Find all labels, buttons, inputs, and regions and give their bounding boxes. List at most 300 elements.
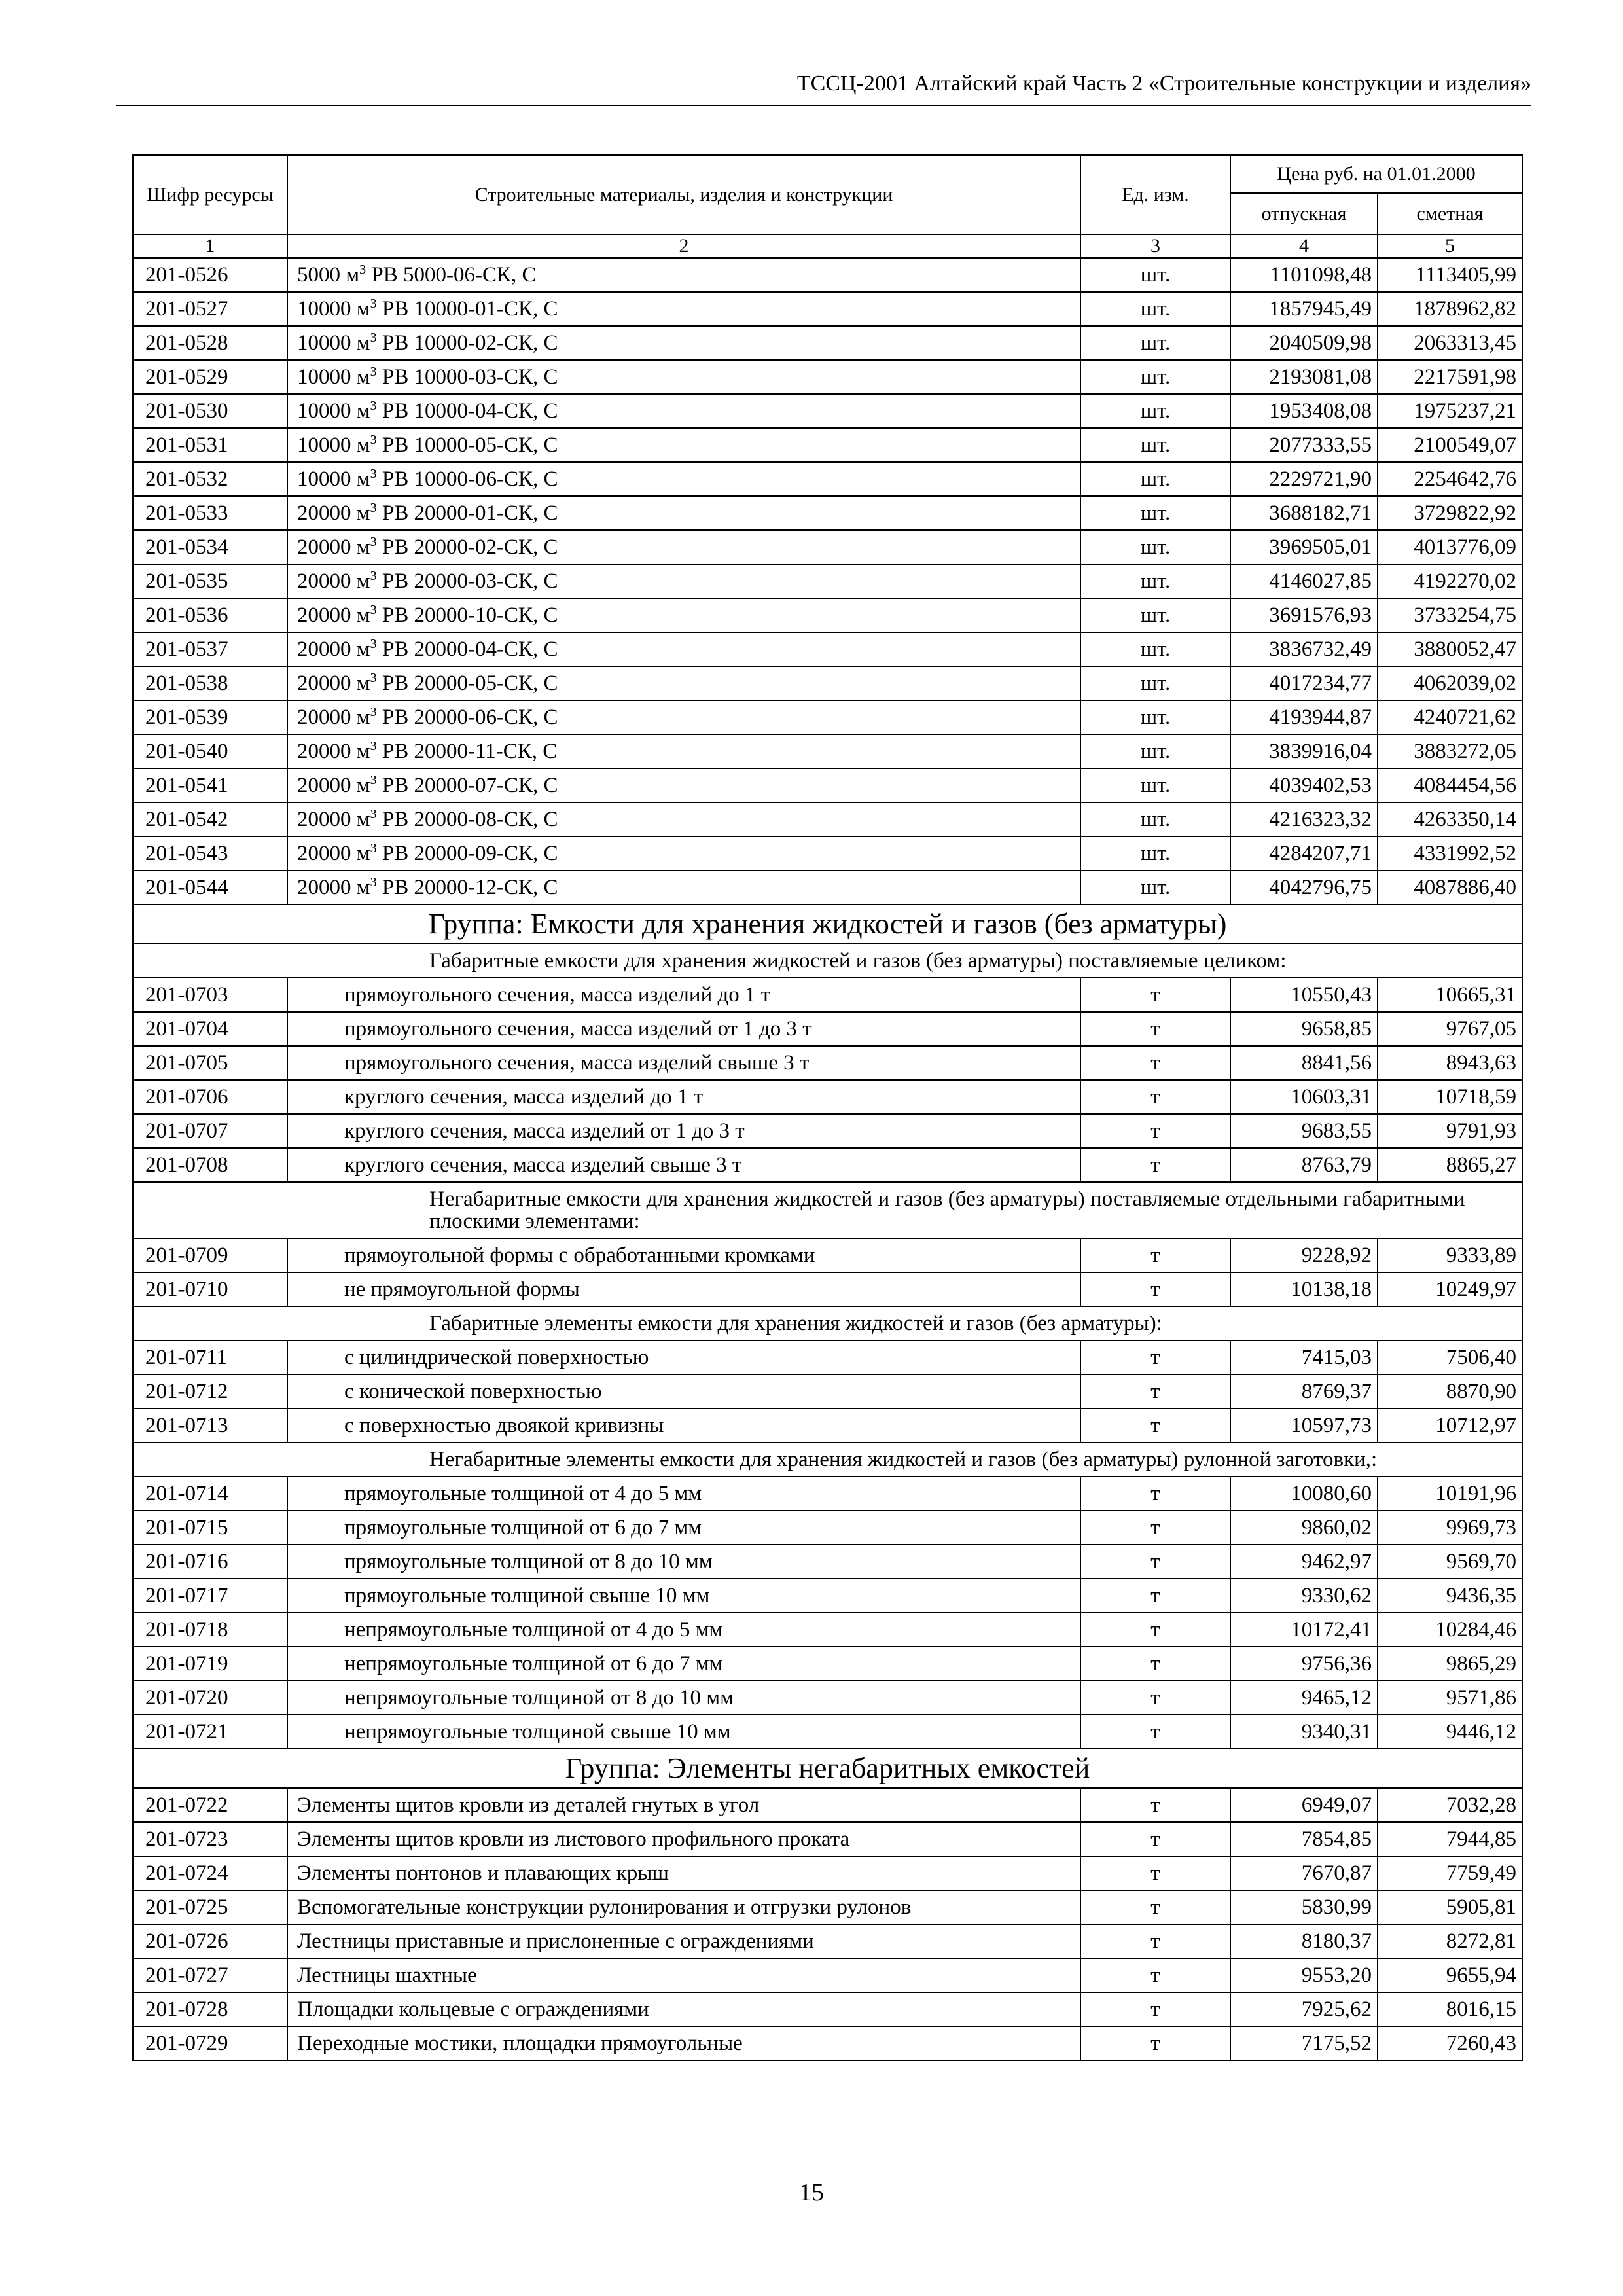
- cell-unit: т: [1080, 1477, 1230, 1511]
- cell-unit: шт.: [1080, 870, 1230, 905]
- table-row: [133, 1856, 1522, 1890]
- cell-code: 201-0722: [133, 1788, 287, 1822]
- cell-name: 20000 $м^3$ РВ 20000-08-СК, С: [287, 802, 1080, 836]
- cell-code: 201-0536: [133, 598, 287, 632]
- cell-name: Элементы щитов кровли из деталей гнутых в угол: [287, 1788, 1080, 1822]
- cell-estimate-price: 7032,28: [1378, 1788, 1522, 1822]
- cell-estimate-price: 9571,86: [1378, 1681, 1522, 1715]
- cell-wholesale-price: 2229721,90: [1230, 462, 1378, 496]
- table-row: [133, 1647, 1522, 1681]
- cell-name: круглого сечения, масса изделий свыше 3 т: [287, 1148, 1080, 1182]
- cell-unit: шт.: [1080, 768, 1230, 802]
- cell-code: 201-0531: [133, 428, 287, 462]
- table-row: [133, 768, 1522, 802]
- cell-name: 10000 $м^3$ РВ 10000-02-СК, С: [287, 326, 1080, 360]
- cell-name: с конической поверхностью: [287, 1374, 1080, 1408]
- cell-wholesale-price: 10080,60: [1230, 1477, 1378, 1511]
- cell-wholesale-price: 9462,97: [1230, 1545, 1378, 1579]
- cell-code: 201-0727: [133, 1958, 287, 1992]
- cell-code: 201-0706: [133, 1080, 287, 1114]
- cell-code: 201-0529: [133, 360, 287, 394]
- cell-wholesale-price: 7670,87: [1230, 1856, 1378, 1890]
- cell-estimate-price: 7260,43: [1378, 2026, 1522, 2060]
- cell-code: 201-0723: [133, 1822, 287, 1856]
- table-row: [133, 258, 1522, 292]
- cell-code: 201-0533: [133, 496, 287, 530]
- table-row: [133, 428, 1522, 462]
- cell-estimate-price: 7506,40: [1378, 1340, 1522, 1374]
- cell-wholesale-price: 4193944,87: [1230, 700, 1378, 734]
- cell-wholesale-price: 1101098,48: [1230, 258, 1378, 292]
- cell-name: прямоугольные толщиной от 6 до 7 мм: [287, 1511, 1080, 1545]
- cell-name: прямоугольного сечения, масса изделий от 1 до 3 т: [287, 1012, 1080, 1046]
- cell-code: 201-0716: [133, 1545, 287, 1579]
- cell-unit: т: [1080, 1046, 1230, 1080]
- cell-name: 20000 $м^3$ РВ 20000-01-СК, С: [287, 496, 1080, 530]
- cell-code: 201-0719: [133, 1647, 287, 1681]
- cell-unit: шт.: [1080, 632, 1230, 666]
- cell-wholesale-price: 3836732,49: [1230, 632, 1378, 666]
- column-number: 3: [1080, 234, 1230, 258]
- cell-name: прямоугольной формы с обработанными кромками: [287, 1238, 1080, 1272]
- cell-name: Переходные мостики, площадки прямоугольные: [287, 2026, 1080, 2060]
- cell-unit: т: [1080, 1148, 1230, 1182]
- cell-unit: т: [1080, 1272, 1230, 1306]
- cell-wholesale-price: 10172,41: [1230, 1613, 1378, 1647]
- table-row: [133, 1012, 1522, 1046]
- cell-estimate-price: 8865,27: [1378, 1148, 1522, 1182]
- cell-wholesale-price: 1857945,49: [1230, 292, 1378, 326]
- cell-wholesale-price: 9340,31: [1230, 1715, 1378, 1749]
- cell-name: непрямоугольные толщиной от 6 до 7 мм: [287, 1647, 1080, 1681]
- cell-wholesale-price: 10138,18: [1230, 1272, 1378, 1306]
- cell-unit: шт.: [1080, 836, 1230, 870]
- subheading: Габаритные элементы емкости для хранения жидкостей и газов (без арматуры):: [133, 1306, 1522, 1340]
- cell-wholesale-price: 7854,85: [1230, 1822, 1378, 1856]
- cell-wholesale-price: 7175,52: [1230, 2026, 1378, 2060]
- column-number-row: [133, 234, 1522, 258]
- cell-name: 20000 $м^3$ РВ 20000-09-СК, С: [287, 836, 1080, 870]
- table-row: [133, 1545, 1522, 1579]
- cell-unit: т: [1080, 1958, 1230, 1992]
- cell-name: непрямоугольные толщиной от 4 до 5 мм: [287, 1613, 1080, 1647]
- cell-unit: т: [1080, 1511, 1230, 1545]
- table-row: [133, 1715, 1522, 1749]
- cell-name: 20000 $м^3$ РВ 20000-02-СК, С: [287, 530, 1080, 564]
- cell-unit: т: [1080, 1579, 1230, 1613]
- cell-wholesale-price: 4017234,77: [1230, 666, 1378, 700]
- cell-code: 201-0713: [133, 1408, 287, 1443]
- cell-wholesale-price: 9756,36: [1230, 1647, 1378, 1681]
- cell-unit: т: [1080, 1715, 1230, 1749]
- cell-unit: шт.: [1080, 564, 1230, 598]
- price-table: [132, 154, 1523, 2061]
- cell-wholesale-price: 9465,12: [1230, 1681, 1378, 1715]
- cell-wholesale-price: 7925,62: [1230, 1992, 1378, 2026]
- cell-wholesale-price: 8763,79: [1230, 1148, 1378, 1182]
- cell-code: 201-0537: [133, 632, 287, 666]
- cell-unit: т: [1080, 1822, 1230, 1856]
- table-row: [133, 1681, 1522, 1715]
- cell-estimate-price: 10665,31: [1378, 978, 1522, 1012]
- cell-estimate-price: 10712,97: [1378, 1408, 1522, 1443]
- cell-unit: т: [1080, 1856, 1230, 1890]
- cell-code: 201-0538: [133, 666, 287, 700]
- table-row: [133, 978, 1522, 1012]
- cell-unit: т: [1080, 1647, 1230, 1681]
- cell-name: непрямоугольные толщиной от 8 до 10 мм: [287, 1681, 1080, 1715]
- table-row: [133, 326, 1522, 360]
- cell-name: прямоугольного сечения, масса изделий свыше 3 т: [287, 1046, 1080, 1080]
- cell-name: 10000 $м^3$ РВ 10000-06-СК, С: [287, 462, 1080, 496]
- header-code: Шифр ресурсы: [133, 155, 287, 234]
- table-row: [133, 1511, 1522, 1545]
- cell-name: 20000 $м^3$ РВ 20000-10-СК, С: [287, 598, 1080, 632]
- cell-unit: т: [1080, 1340, 1230, 1374]
- subheading: Габаритные емкости для хранения жидкостей и газов (без арматуры) поставляемые целиком:: [133, 944, 1522, 978]
- cell-estimate-price: 8272,81: [1378, 1924, 1522, 1958]
- cell-code: 201-0544: [133, 870, 287, 905]
- cell-code: 201-0711: [133, 1340, 287, 1374]
- cell-estimate-price: 4192270,02: [1378, 564, 1522, 598]
- cell-unit: шт.: [1080, 462, 1230, 496]
- cell-name: 20000 $м^3$ РВ 20000-12-СК, С: [287, 870, 1080, 905]
- cell-code: 201-0540: [133, 734, 287, 768]
- cell-unit: шт.: [1080, 292, 1230, 326]
- cell-name: Лестницы шахтные: [287, 1958, 1080, 1992]
- subheading: Негабаритные емкости для хранения жидкостей и газов (без арматуры) поставляемые отдельными габаритными плоскими элементами:: [133, 1182, 1522, 1238]
- header-name: Строительные материалы, изделия и конструкции: [287, 155, 1080, 234]
- cell-wholesale-price: 10603,31: [1230, 1080, 1378, 1114]
- cell-wholesale-price: 3839916,04: [1230, 734, 1378, 768]
- cell-code: 201-0528: [133, 326, 287, 360]
- cell-code: 201-0714: [133, 1477, 287, 1511]
- cell-unit: т: [1080, 1681, 1230, 1715]
- table-row: [133, 1613, 1522, 1647]
- cell-unit: т: [1080, 1408, 1230, 1443]
- cell-wholesale-price: 8769,37: [1230, 1374, 1378, 1408]
- cell-name: 20000 $м^3$ РВ 20000-03-СК, С: [287, 564, 1080, 598]
- cell-code: 201-0717: [133, 1579, 287, 1613]
- cell-estimate-price: 8016,15: [1378, 1992, 1522, 2026]
- cell-unit: шт.: [1080, 360, 1230, 394]
- cell-name: с поверхностью двоякой кривизны: [287, 1408, 1080, 1443]
- cell-estimate-price: 1878962,82: [1378, 292, 1522, 326]
- cell-wholesale-price: 2040509,98: [1230, 326, 1378, 360]
- table-row: [133, 1579, 1522, 1613]
- cell-estimate-price: 7944,85: [1378, 1822, 1522, 1856]
- cell-wholesale-price: 1953408,08: [1230, 394, 1378, 428]
- table-row: [133, 1148, 1522, 1182]
- cell-unit: шт.: [1080, 530, 1230, 564]
- table-row: [133, 598, 1522, 632]
- cell-code: 201-0543: [133, 836, 287, 870]
- cell-code: 201-0705: [133, 1046, 287, 1080]
- cell-wholesale-price: 9330,62: [1230, 1579, 1378, 1613]
- cell-estimate-price: 10718,59: [1378, 1080, 1522, 1114]
- subheading-row: [133, 944, 1522, 978]
- cell-estimate-price: 9767,05: [1378, 1012, 1522, 1046]
- cell-wholesale-price: 2193081,08: [1230, 360, 1378, 394]
- cell-estimate-price: 8870,90: [1378, 1374, 1522, 1408]
- cell-unit: шт.: [1080, 258, 1230, 292]
- table-row: [133, 1374, 1522, 1408]
- cell-unit: шт.: [1080, 428, 1230, 462]
- cell-name: прямоугольные толщиной от 4 до 5 мм: [287, 1477, 1080, 1511]
- cell-name: Элементы щитов кровли из листового профильного проката: [287, 1822, 1080, 1856]
- cell-estimate-price: 8943,63: [1378, 1046, 1522, 1080]
- group-heading-row: [133, 905, 1522, 944]
- cell-estimate-price: 10191,96: [1378, 1477, 1522, 1511]
- page-number: 15: [799, 2179, 824, 2206]
- cell-name: круглого сечения, масса изделий от 1 до 3 т: [287, 1114, 1080, 1148]
- header-price: Цена руб. на 01.01.2000: [1230, 155, 1522, 193]
- table-row: [133, 496, 1522, 530]
- table-row: [133, 870, 1522, 905]
- table-row: [133, 802, 1522, 836]
- table-row: [133, 462, 1522, 496]
- cell-unit: шт.: [1080, 734, 1230, 768]
- table-row: [133, 564, 1522, 598]
- header-rule: [116, 105, 1531, 106]
- cell-unit: т: [1080, 2026, 1230, 2060]
- cell-code: 201-0715: [133, 1511, 287, 1545]
- cell-wholesale-price: 5830,99: [1230, 1890, 1378, 1924]
- cell-estimate-price: 4087886,40: [1378, 870, 1522, 905]
- table-row: [133, 1238, 1522, 1272]
- cell-wholesale-price: 9683,55: [1230, 1114, 1378, 1148]
- cell-code: 201-0527: [133, 292, 287, 326]
- cell-estimate-price: 3880052,47: [1378, 632, 1522, 666]
- cell-unit: т: [1080, 1114, 1230, 1148]
- cell-code: 201-0708: [133, 1148, 287, 1182]
- cell-name: 20000 $м^3$ РВ 20000-04-СК, С: [287, 632, 1080, 666]
- column-number: 5: [1378, 234, 1522, 258]
- cell-name: прямоугольные толщиной свыше 10 мм: [287, 1579, 1080, 1613]
- cell-wholesale-price: 8841,56: [1230, 1046, 1378, 1080]
- cell-wholesale-price: 3969505,01: [1230, 530, 1378, 564]
- subheading-row: [133, 1182, 1522, 1238]
- group-heading: Группа: Элементы негабаритных емкостей: [133, 1749, 1522, 1788]
- cell-name: Площадки кольцевые с ограждениями: [287, 1992, 1080, 2026]
- cell-unit: шт.: [1080, 394, 1230, 428]
- cell-wholesale-price: 9228,92: [1230, 1238, 1378, 1272]
- cell-name: 10000 $м^3$ РВ 10000-03-СК, С: [287, 360, 1080, 394]
- table-row: [133, 360, 1522, 394]
- cell-code: 201-0707: [133, 1114, 287, 1148]
- cell-wholesale-price: 4284207,71: [1230, 836, 1378, 870]
- cell-unit: т: [1080, 1788, 1230, 1822]
- table-row: [133, 2026, 1522, 2060]
- table-row: [133, 1992, 1522, 2026]
- cell-wholesale-price: 7415,03: [1230, 1340, 1378, 1374]
- cell-estimate-price: 4240721,62: [1378, 700, 1522, 734]
- subheading-row: [133, 1306, 1522, 1340]
- table-row: [133, 1958, 1522, 1992]
- cell-unit: шт.: [1080, 802, 1230, 836]
- cell-name: прямоугольные толщиной от 8 до 10 мм: [287, 1545, 1080, 1579]
- cell-unit: т: [1080, 1374, 1230, 1408]
- cell-name: не прямоугольной формы: [287, 1272, 1080, 1306]
- cell-name: круглого сечения, масса изделий до 1 т: [287, 1080, 1080, 1114]
- table-row: [133, 632, 1522, 666]
- table-row: [133, 1924, 1522, 1958]
- table-row: [133, 1080, 1522, 1114]
- cell-estimate-price: 7759,49: [1378, 1856, 1522, 1890]
- cell-code: 201-0532: [133, 462, 287, 496]
- group-heading: Группа: Емкости для хранения жидкостей и газов (без арматуры): [133, 905, 1522, 944]
- cell-code: 201-0539: [133, 700, 287, 734]
- cell-name: 20000 $м^3$ РВ 20000-11-СК, С: [287, 734, 1080, 768]
- cell-estimate-price: 9333,89: [1378, 1238, 1522, 1272]
- cell-unit: т: [1080, 1924, 1230, 1958]
- cell-estimate-price: 10284,46: [1378, 1613, 1522, 1647]
- cell-name: Элементы понтонов и плавающих крыш: [287, 1856, 1080, 1890]
- cell-code: 201-0541: [133, 768, 287, 802]
- cell-code: 201-0703: [133, 978, 287, 1012]
- cell-estimate-price: 10249,97: [1378, 1272, 1522, 1306]
- subheading-row: [133, 1443, 1522, 1477]
- table-row: [133, 1114, 1522, 1148]
- cell-name: с цилиндрической поверхностью: [287, 1340, 1080, 1374]
- cell-unit: шт.: [1080, 326, 1230, 360]
- table-row: [133, 700, 1522, 734]
- cell-estimate-price: 9569,70: [1378, 1545, 1522, 1579]
- cell-estimate-price: 9436,35: [1378, 1579, 1522, 1613]
- cell-name: непрямоугольные толщиной свыше 10 мм: [287, 1715, 1080, 1749]
- cell-estimate-price: 2063313,45: [1378, 326, 1522, 360]
- cell-estimate-price: 9969,73: [1378, 1511, 1522, 1545]
- table-row: [133, 1890, 1522, 1924]
- cell-estimate-price: 3729822,92: [1378, 496, 1522, 530]
- cell-wholesale-price: 9860,02: [1230, 1511, 1378, 1545]
- cell-unit: шт.: [1080, 666, 1230, 700]
- cell-unit: шт.: [1080, 496, 1230, 530]
- cell-estimate-price: 3733254,75: [1378, 598, 1522, 632]
- cell-unit: т: [1080, 1545, 1230, 1579]
- cell-code: 201-0704: [133, 1012, 287, 1046]
- cell-wholesale-price: 4146027,85: [1230, 564, 1378, 598]
- cell-wholesale-price: 6949,07: [1230, 1788, 1378, 1822]
- table-row: [133, 1477, 1522, 1511]
- cell-unit: т: [1080, 1012, 1230, 1046]
- cell-unit: т: [1080, 1080, 1230, 1114]
- table-row: [133, 1822, 1522, 1856]
- cell-name: 10000 $м^3$ РВ 10000-04-СК, С: [287, 394, 1080, 428]
- table-row: [133, 1046, 1522, 1080]
- running-header: ТССЦ-2001 Алтайский край Часть 2 «Строительные конструкции и изделия»: [796, 71, 1531, 96]
- column-number: 1: [133, 234, 287, 258]
- cell-code: 201-0542: [133, 802, 287, 836]
- cell-name: 5000 $м^3$ РВ 5000-06-СК, С: [287, 258, 1080, 292]
- cell-code: 201-0726: [133, 1924, 287, 1958]
- cell-name: Вспомогательные конструкции рулонирования и отгрузки рулонов: [287, 1890, 1080, 1924]
- cell-name: Лестницы приставные и прислоненные с ограждениями: [287, 1924, 1080, 1958]
- cell-estimate-price: 2254642,76: [1378, 462, 1522, 496]
- header-wholesale: отпускная: [1230, 193, 1378, 234]
- cell-unit: т: [1080, 1992, 1230, 2026]
- cell-estimate-price: 9446,12: [1378, 1715, 1522, 1749]
- cell-wholesale-price: 4042796,75: [1230, 870, 1378, 905]
- cell-name: 10000 $м^3$ РВ 10000-01-СК, С: [287, 292, 1080, 326]
- cell-code: 201-0724: [133, 1856, 287, 1890]
- cell-code: 201-0725: [133, 1890, 287, 1924]
- cell-code: 201-0534: [133, 530, 287, 564]
- column-number: 2: [287, 234, 1080, 258]
- cell-code: 201-0530: [133, 394, 287, 428]
- cell-estimate-price: 5905,81: [1378, 1890, 1522, 1924]
- cell-unit: т: [1080, 1613, 1230, 1647]
- cell-code: 201-0721: [133, 1715, 287, 1749]
- table-row: [133, 1272, 1522, 1306]
- table-row: [133, 666, 1522, 700]
- cell-estimate-price: 4084454,56: [1378, 768, 1522, 802]
- cell-code: 201-0710: [133, 1272, 287, 1306]
- header-estimate: сметная: [1378, 193, 1522, 234]
- cell-code: 201-0712: [133, 1374, 287, 1408]
- cell-estimate-price: 2100549,07: [1378, 428, 1522, 462]
- cell-wholesale-price: 10597,73: [1230, 1408, 1378, 1443]
- cell-estimate-price: 2217591,98: [1378, 360, 1522, 394]
- cell-name: 10000 $м^3$ РВ 10000-05-СК, С: [287, 428, 1080, 462]
- cell-wholesale-price: 3688182,71: [1230, 496, 1378, 530]
- cell-estimate-price: 1975237,21: [1378, 394, 1522, 428]
- cell-estimate-price: 9655,94: [1378, 1958, 1522, 1992]
- table-row: [133, 734, 1522, 768]
- cell-wholesale-price: 9553,20: [1230, 1958, 1378, 1992]
- cell-estimate-price: 3883272,05: [1378, 734, 1522, 768]
- group-heading-row: [133, 1749, 1522, 1788]
- table-row: [133, 836, 1522, 870]
- cell-estimate-price: 4331992,52: [1378, 836, 1522, 870]
- cell-wholesale-price: 2077333,55: [1230, 428, 1378, 462]
- table-row: [133, 292, 1522, 326]
- cell-unit: т: [1080, 978, 1230, 1012]
- cell-code: 201-0720: [133, 1681, 287, 1715]
- cell-wholesale-price: 4216323,32: [1230, 802, 1378, 836]
- table-row: [133, 1788, 1522, 1822]
- cell-wholesale-price: 9658,85: [1230, 1012, 1378, 1046]
- cell-code: 201-0535: [133, 564, 287, 598]
- cell-wholesale-price: 8180,37: [1230, 1924, 1378, 1958]
- table-row: [133, 1408, 1522, 1443]
- cell-name: 20000 $м^3$ РВ 20000-07-СК, С: [287, 768, 1080, 802]
- cell-estimate-price: 1113405,99: [1378, 258, 1522, 292]
- cell-unit: т: [1080, 1238, 1230, 1272]
- cell-estimate-price: 4263350,14: [1378, 802, 1522, 836]
- cell-name: 20000 $м^3$ РВ 20000-05-СК, С: [287, 666, 1080, 700]
- subheading: Негабаритные элементы емкости для хранения жидкостей и газов (без арматуры) рулонной заготовки,:: [133, 1443, 1522, 1477]
- cell-name: прямоугольного сечения, масса изделий до 1 т: [287, 978, 1080, 1012]
- cell-name: 20000 $м^3$ РВ 20000-06-СК, С: [287, 700, 1080, 734]
- cell-estimate-price: 9865,29: [1378, 1647, 1522, 1681]
- table-row: [133, 1340, 1522, 1374]
- cell-code: 201-0709: [133, 1238, 287, 1272]
- cell-code: 201-0526: [133, 258, 287, 292]
- cell-wholesale-price: 3691576,93: [1230, 598, 1378, 632]
- cell-code: 201-0729: [133, 2026, 287, 2060]
- table-row: [133, 394, 1522, 428]
- header-unit: Ед. изм.: [1080, 155, 1230, 234]
- column-number: 4: [1230, 234, 1378, 258]
- cell-wholesale-price: 10550,43: [1230, 978, 1378, 1012]
- cell-code: 201-0728: [133, 1992, 287, 2026]
- cell-wholesale-price: 4039402,53: [1230, 768, 1378, 802]
- table-body: [133, 258, 1522, 2060]
- cell-unit: шт.: [1080, 700, 1230, 734]
- cell-estimate-price: 9791,93: [1378, 1114, 1522, 1148]
- cell-unit: шт.: [1080, 598, 1230, 632]
